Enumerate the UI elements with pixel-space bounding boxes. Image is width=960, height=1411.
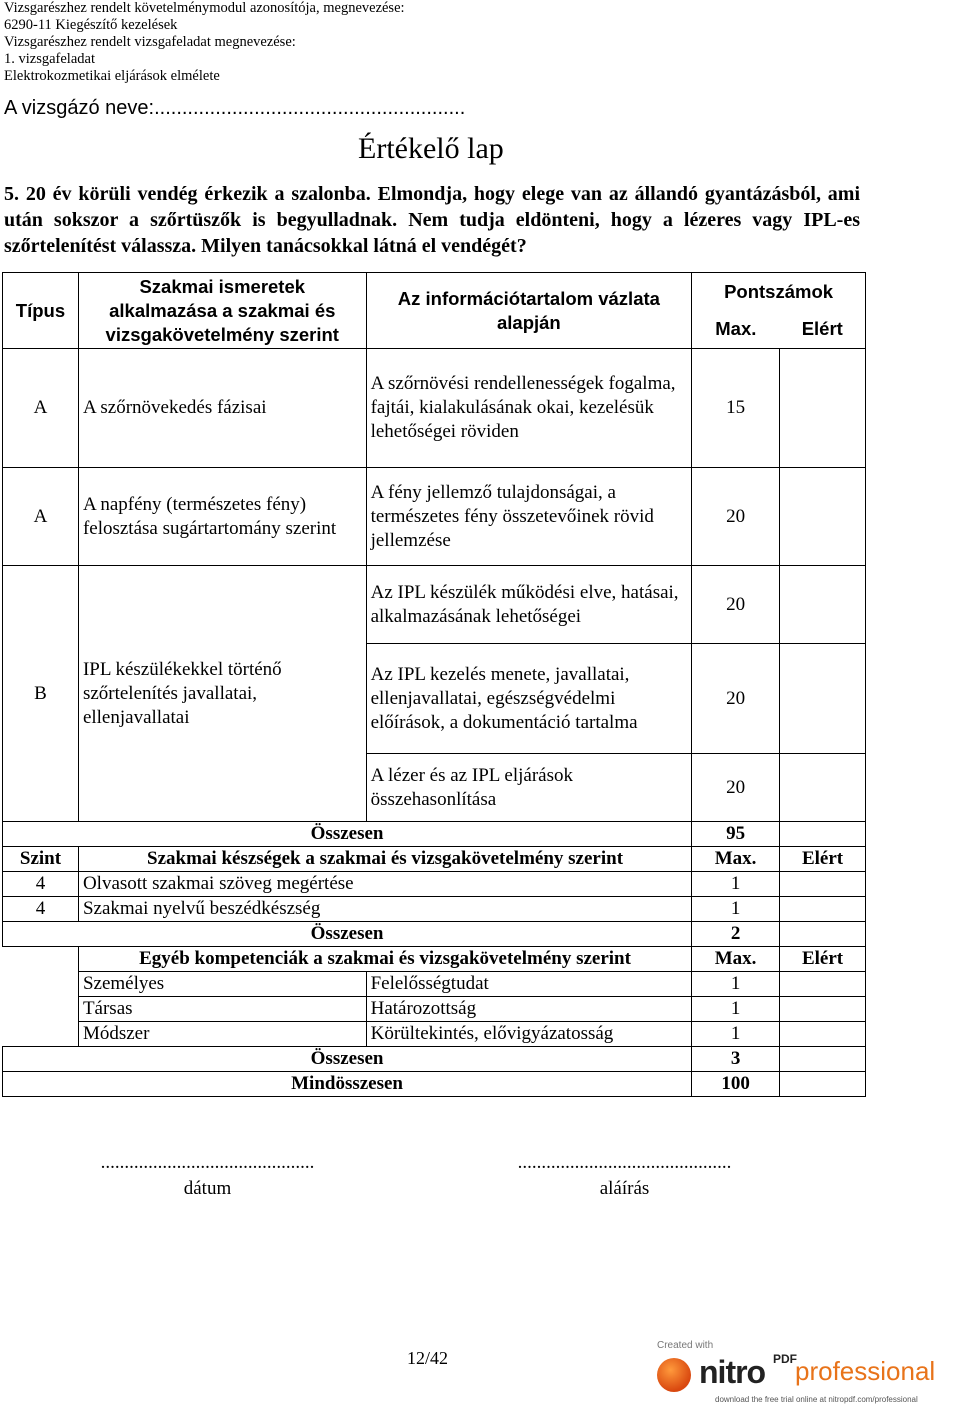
blank-cell (3, 997, 79, 1022)
skill-level: 4 (3, 897, 79, 922)
watermark-pdf: PDF (773, 1352, 797, 1366)
competence-max: 1 (692, 1022, 780, 1047)
row-content: A fény jellemző tulajdonságai, a természetes fény összetevőinek rövid jellemzése (366, 468, 692, 566)
competence-achieved-header: Elért (780, 947, 866, 972)
row-type: A (3, 468, 79, 566)
row-topic: IPL készülékekkel történő szőrtelenítés javallatai, ellenjavallatai (78, 566, 366, 822)
competence-achieved[interactable] (780, 997, 866, 1022)
task-number: 1. vizsgafeladat (4, 51, 95, 67)
competence-name: Felelősségtudat (366, 972, 692, 997)
total-label: Összesen (3, 922, 692, 947)
signature-block (497, 1152, 752, 1200)
skills-max-header: Max. (692, 847, 780, 872)
blank-cell (3, 947, 79, 972)
table-row (3, 349, 866, 468)
row-content: Az IPL kezelés menete, javallatai, ellenjavallatai, egészségvédelmi előírások, a dokumentáció tartalma (366, 644, 692, 754)
competence-row (3, 1022, 866, 1047)
competence-max: 1 (692, 997, 780, 1022)
total-value: 2 (692, 922, 780, 947)
total-achieved[interactable] (780, 922, 866, 947)
competence-title: Egyéb kompetenciák a szakmai és vizsgakövetelmény szerint (78, 947, 691, 972)
row-topic: A szőrnövekedés fázisai (78, 349, 366, 468)
module-label: Vizsgarészhez rendelt követelménymodul azonosítója, megnevezése: (4, 0, 405, 16)
question-text: 5. 20 év körüli vendég érkezik a szalonba. Elmondja, hogy elege van az állandó gyantázásból, ami után sokszor a szőrtüszők is begyulladnak. Nem tudja eldönteni, hogy a lézeres vagy IPL-es szőrtelenítést válassza. Milyen tanácsokkal látná el vendégét? (4, 183, 860, 257)
competence-max: 1 (692, 972, 780, 997)
row-achieved[interactable] (780, 468, 866, 566)
competence-header-row (3, 947, 866, 972)
row-achieved[interactable] (780, 644, 866, 754)
evaluation-table (2, 272, 866, 1097)
competence-max-header: Max. (692, 947, 780, 972)
skill-achieved[interactable] (780, 897, 866, 922)
skill-name: Olvasott szakmai szöveg megértése (78, 872, 691, 897)
watermark-created: Created with (657, 1340, 714, 1351)
row-achieved[interactable] (780, 566, 866, 644)
row-max: 20 (692, 468, 780, 566)
table-row (3, 566, 866, 644)
competence-category: Társas (78, 997, 366, 1022)
competence-category: Személyes (78, 972, 366, 997)
row-type: B (3, 566, 79, 822)
header-achieved: Elért (780, 311, 866, 349)
page-title: Értékelő lap (358, 132, 504, 165)
watermark-professional: professional (795, 1356, 936, 1386)
total-label: Összesen (3, 822, 692, 847)
header-knowledge: Szakmai ismeretek alkalmazása a szakmai és vizsgakövetelmény szerint (78, 273, 366, 349)
skill-level: 4 (3, 872, 79, 897)
total-value: 95 (692, 822, 780, 847)
row-topic: A napfény (természetes fény) felosztása sugártartomány szerint (78, 468, 366, 566)
row-content: A szőrnövési rendellenességek fogalma, fajtái, kialakulásának okai, kezelésük lehetőségei röviden (366, 349, 692, 468)
grand-total-label: Mindösszesen (3, 1072, 692, 1097)
row-max: 20 (692, 566, 780, 644)
row-achieved[interactable] (780, 754, 866, 822)
grand-total-achieved[interactable] (780, 1072, 866, 1097)
signature-dots: ............................................. (517, 1152, 732, 1173)
competence-achieved[interactable] (780, 972, 866, 997)
total-achieved[interactable] (780, 1047, 866, 1072)
competence-achieved[interactable] (780, 1022, 866, 1047)
competence-row (3, 972, 866, 997)
total-row (3, 822, 866, 847)
task-label: Vizsgarészhez rendelt vizsgafeladat megnevezése: (4, 34, 296, 50)
header-type: Típus (3, 273, 79, 349)
total-row (3, 1047, 866, 1072)
date-label: dátum (183, 1178, 232, 1199)
examinee-name-field: A vizsgázó neve:........................................................ (4, 97, 466, 119)
grand-total-value: 100 (692, 1072, 780, 1097)
row-max: 20 (692, 644, 780, 754)
watermark-brand: nitro (699, 1354, 766, 1390)
nitro-pdf-watermark (655, 1340, 955, 1410)
grand-total-row (3, 1072, 866, 1097)
competence-row (3, 997, 866, 1022)
skill-row (3, 897, 866, 922)
skill-max: 1 (692, 872, 780, 897)
competence-name: Körültekintés, elővigyázatosság (366, 1022, 692, 1047)
skill-row (3, 872, 866, 897)
row-max: 20 (692, 754, 780, 822)
total-row (3, 922, 866, 947)
competence-name: Határozottság (366, 997, 692, 1022)
signature-label: aláírás (599, 1178, 650, 1199)
competence-category: Módszer (78, 1022, 366, 1047)
skill-achieved[interactable] (780, 872, 866, 897)
skills-header-row (3, 847, 866, 872)
skills-level-header: Szint (3, 847, 79, 872)
nitro-logo-icon (657, 1358, 691, 1392)
blank-cell (3, 1022, 79, 1047)
total-value: 3 (692, 1047, 780, 1072)
total-achieved[interactable] (780, 822, 866, 847)
task-name: Elektrokozmetikai eljárások elmélete (4, 68, 220, 84)
skill-name: Szakmai nyelvű beszédkészség (78, 897, 691, 922)
module-name: 6290-11 Kiegészítő kezelések (4, 17, 178, 33)
row-content: A lézer és az IPL eljárások összehasonlítása (366, 754, 692, 822)
date-dots: ............................................. (100, 1152, 315, 1173)
row-type: A (3, 349, 79, 468)
table-row (3, 468, 866, 566)
skills-title: Szakmai készségek a szakmai és vizsgakövetelmény szerint (78, 847, 691, 872)
blank-cell (3, 972, 79, 997)
date-signature-block (80, 1152, 335, 1200)
page-number: 12/42 (407, 1348, 449, 1368)
skills-achieved-header: Elért (780, 847, 866, 872)
row-max: 15 (692, 349, 780, 468)
watermark-tagline: download the free trial online at nitropdf.com/professional (715, 1395, 918, 1404)
row-content: Az IPL készülék működési elve, hatásai, alkalmazásának lehetőségei (366, 566, 692, 644)
row-achieved[interactable] (780, 349, 866, 468)
header-points: Pontszámok (692, 273, 866, 311)
header-outline: Az információtartalom vázlata alapján (366, 273, 692, 349)
total-label: Összesen (3, 1047, 692, 1072)
skill-max: 1 (692, 897, 780, 922)
header-max: Max. (692, 311, 780, 349)
